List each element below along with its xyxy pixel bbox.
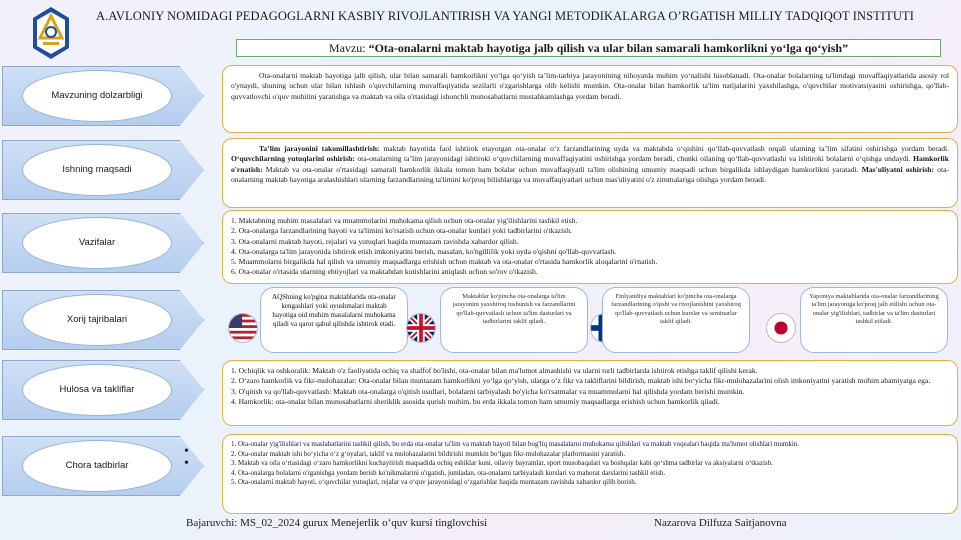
chora-item: 1. Ota-onalar yig'ilishlari va maslahatlarini tashkil qilish, bu erda ota-onalar ta'lim va maktab hayoti bilan bog'liq masalalarni muhokama qilishlari va maktab voqealari haqida ma'lumot olishlari mumkin. [231,440,800,448]
xorij-panel [222,283,958,358]
maqsad-text [231,144,949,185]
institute-title: A.AVLONIY NOMIDAGI PEDAGOGLARNI KASBIY RIVOJLANTIRISH VA YANGI METODIKALARGA O’RGATISH MILLIY TADQIQOT INSTITUTI [95,9,915,23]
usa-flag-icon [228,313,258,343]
xulosa-item: 4. Hamkorlik: ota-onalar bilan munosabatlarni sheriklik asosida qurish muhim, bu erda ikkala tomon ham umumiy maqsadlarga erishish uchun hamkorlik qiladi. [231,396,720,406]
dolzarblik-text: Ota-onalarni maktab hayotiga jalb qilish, ular bilan samarali hamkorlikni yo‘lga qo‘yish ta’lim-tarbiya jarayonining nihoyatda muhim yo‘nalishi hisoblanadi. Ota-onalar bolalarning ta'limdagi muvaffaqiyatlarida asosiy rol o'ynaydi, shuning uchun ular bilan ishlash o'quvchilarning muvaffaqiyatida sezilarli o'zgarishlarga olib kelishi mumkin. Ota-onalar bilan hamkorlik ta'lim natijalarini yaxshilashga, o'quvchilar motivatsiyasini oshirishga, qo'llab-quvvatlovchi o'quv muhitini yaratishga va maktab va oila o'rtasidagi ishonchli munosabatlarni mustahkamlashga yordam beradi. [231,71,949,101]
side-label-chora: Chora tadbirlar [22,440,172,492]
maqsad-item-text: ota-onalarning maktab hayotiga aralashishlari ularning farzandlarining ta'limini ko'proq bilishlariga va muvaffaqiyatlari uchun mas'uliyatini o'z zimmalariga olishga yordam beradi. [231,164,949,184]
chora-box [222,434,958,514]
maqsad-item-text: ota-onalarning ta’lim jarayonidagi ishtiroki o‘quvchilarning muvaffaqiyatini oshirishga yordam beradi, chunki oilaning qo‘llab-quvvatlashi va ishtiroki bolalarni o‘qishga undaydi. [357,154,911,164]
vazifa-item: 3. Ota-onalarni maktab hayoti, rejalari va yutuqlari haqida muntazam ravishda xabardor qilish. [231,236,519,246]
side-label-vazifalar: Vazifalar [22,217,172,269]
topic-title [236,39,941,57]
maqsad-item-title: Ta’lim jarayonini takomillashtirish: [259,144,380,153]
chora-item: 5. Ota-onalarni maktab hayoti, o‘quvchilar yutuqlari, rejalar va o‘quv jarayonidagi o‘zgarishlar haqida muntazam ravishda xabardor qilib borish. [231,478,637,487]
xorij-card-usa: AQShning ko'pgina maktablarida ota-onalar kengashlari yoki uyushmalari maktab hayotiga oid muhim masalalarni muhokama qiladi va qaror qabul qilishda ishtirok etadi. [260,287,408,353]
uk-flag-icon [406,313,436,343]
maqsad-item-text: maktab hayotida faol ishtirok etayotgan ota-onalar o‘z farzandlarining uyda va maktabda o‘qishini qo‘llab-quvvatlash orqali ularning ta’lim sifatini oshirishga yordam beradi. [383,144,949,153]
xulosa-item: 1. Ochiqlik va oshkoralik: Maktab o'z faoliyatida ochiq va shaffof bo'lishi, ota-onalar bilan ma'lumot almashishi va ularni turli tadbirlarda ishtirok etishga taklif qilishi kerak. [231,366,758,375]
footer-author: Bajaruvchi: MS_02_2024 gurux Menejerlik o‘quv kursi tinglovchisi [186,517,488,529]
vazifa-item: 5. Muammolarni birgalikda hal qilish va umumiy maqsadlarga erishish uchun maktab va ota-onalar o'rtasida hamkorlik aloqalarini o'rnatish. [231,257,658,267]
side-label-maqsad: Ishning maqsadi [22,144,172,196]
xorij-card-japan: Yaponiya maktablarida ota-onalar farzandlarining ta'lim jarayoniga ko'proq jalb etilishi uchun ota-onalar yig'ilishlari, tadbirlar va ta'lim dasturlari tashkil etiladi. [800,287,948,353]
xulosa-box [222,360,958,426]
vazifalar-box [222,210,958,284]
topic-text: “Ota-onalarni maktab hayotiga jalb qilish va ular bilan samarali hamkorlikni yo‘lga qo‘yish” [368,41,849,55]
vazifa-item: 1. Maktabning muhim masalalari va muammolarini muhokama qilish uchun ota-onalar yig'ilishlarini tashkil etish. [231,216,578,225]
xulosa-item: 3. O'qitish va qo'llab-quvvatlash: Maktab ota-onalarga o'qitish usullari, bolalarni tarbiyalash bo'yicha ko'rsatmalar va muammolarni hal qilishda yordam berishi mumkin. [231,386,745,396]
side-label-xorij: Xorij tajribalari [22,294,172,346]
vazifa-item: 6. Ota-onalar o'rtasida ularning ehtiyojlari va maktabdan kutishlarini aniqlash uchun so'rov o'tkazish. [231,267,538,277]
chora-item: 4. Ota-onalarga bolalarni o'rganishga yordam berish ko'nikmalarini o'rgatish, jumladan, ota-onalarni tarbiyalash kurslari va mahorat darslarini tashkil etish. [231,468,666,477]
footer-name: Nazarova Dilfuza Saitjanovna [654,517,787,529]
chora-item: 3. Maktab va oila o‘rtasidagi o‘zaro hamkorlikni kuchaytirish maqsadida ochiq eshiklar kuni, oilaviy bayramlar, sport musobaqalari va boshqalar kabi qo‘shma tadbirlar va aksiyalarni o‘tkazish. [231,459,773,468]
maqsad-box [222,138,958,208]
xorij-card-finland: Finlyandiya maktablari ko'pincha ota-onalarga farzandlarining o'qishi va rivojlanishini yaxshiroq qo'llab-quvvatlash uchun kurslar va seminarlar taklif qiladi. [602,287,750,353]
bullet-dots: • • [184,444,189,471]
vazifa-item: 4. Ota-onalarga ta'lim jarayonida ishtirok etish imkoniyatini berish, masalan, ko'ngillilik yoki uyda o'qishni qo'llab-quvvatlash. [231,246,617,256]
maqsad-item-title: Mas'uliyatni oshirish: [861,164,935,174]
side-label-dolzarblik: Mavzuning dolzarbligi [22,70,172,122]
maqsad-item-title: O‘quvchilarning yutuqlarini oshirish: [231,154,355,164]
maqsad-item-text: Maktab va ota-onalar o'rtasidagi samarali hamkorlik ikkala tomon ham bolalar uchun muvaffaqiyatli ta'lim olishining umumiy maqsadi uchun birgalikda ishlaydigan hamkorlikni yaratadi. [265,164,859,174]
maqsad-item-title: Hamkorlik o'rnatish: [231,154,949,174]
institute-logo-icon [32,6,70,60]
chora-item: 2. Ota-onalar maktab ishi bo‘yicha o‘z g‘oyalari, taklif va mulohazalarini bildirishi mumkin bo‘lgan fikr-mulohazalar platformasini yaratish. [231,449,626,458]
dolzarblik-box [222,65,958,133]
japan-flag-icon [766,313,796,343]
xulosa-item: 2. O‘zaro hamkorlik va fikr-mulohazalar: Ota-onalar bilan muntazam hamkorlikni yo‘lga qo‘yish, ularga o‘z fikr va takliflarini bildirish, maktab ishi bo‘yicha fikr-mulohazalarini olish imkoniyatini yaratish muhim ahamiyatga ega. [231,376,931,386]
topic-label: Mavzu: [328,41,366,55]
vazifa-item: 2. Ota-onalarga farzandlarining hayoti va ta'limini ko'rsatish uchun ota-onalar kunlari yoki tadbirlarini o'tkazish. [231,226,572,236]
xorij-card-uk: Maktablar ko'pincha ota-onalarga ta'lim jarayonini yaxshiroq tushunish va farzandlarini qo'llab-quvvatlash uchun ta'lim dasturlari va tadbirlarini taklif qiladi. [440,287,588,353]
side-label-xulosa: Hulosa va takliflar [22,364,172,416]
